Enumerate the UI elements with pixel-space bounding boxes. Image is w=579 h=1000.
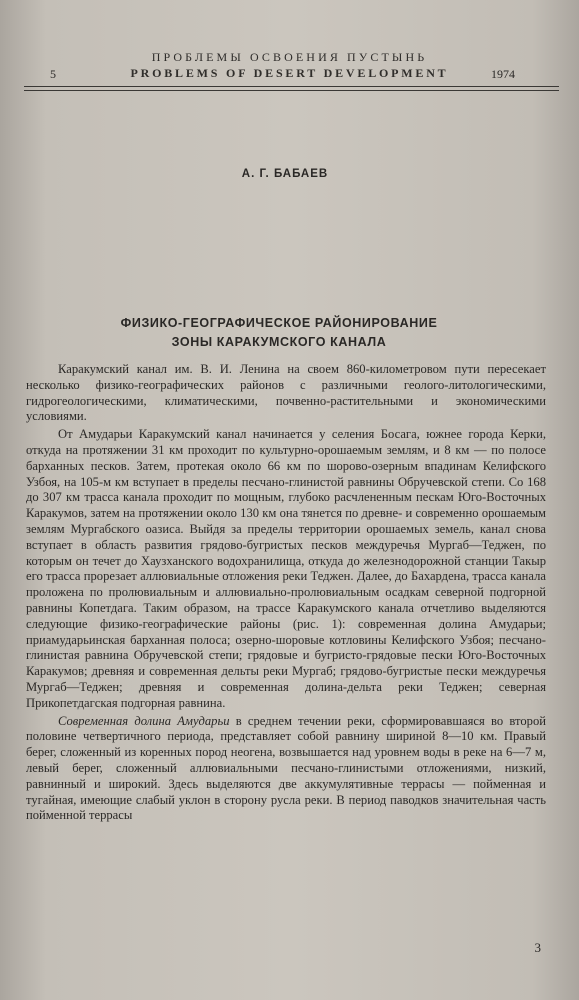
header-rule-bottom — [24, 90, 559, 91]
paragraph-3 — [26, 714, 546, 825]
paragraph-3-lead: Современная долина Амударьи — [58, 713, 230, 728]
paragraph-1: Каракумский канал им. В. И. Ленина на своем 860-километровом пути пересекает несколько физико-географических районов с различными геолого-литологическими, гидрогеологическими, климатическими, почвенно-растительными и экономическими условиями. — [26, 362, 546, 424]
publication-year: 1974 — [491, 67, 515, 81]
header-row — [0, 66, 579, 82]
article-author: А. Г. БАБАЕВ — [241, 168, 329, 180]
journal-title-ru: ПРОБЛЕМЫ ОСВОЕНИЯ ПУСТЫНЬ — [151, 50, 428, 64]
title-line-2: ЗОНЫ КАРАКУМСКОГО КАНАЛА — [171, 335, 387, 349]
paragraph-2: От Амударьи Каракумский канал начинается у селения Босага, южнее города Керки, откуда на протяжении 31 км проходит по культурно-орошаемым землям, и 8 км — по полосе барханных песков. Затем, протекая около 66 км по шорово-озерным впадинам Келифского Узбоя, на 105-м км вступает в пределы песчано-глинистой равнины Обручевской степи. Со 168 до 307 км трасса канала проходит по мощным, глубоко расчлененным пескам Юго-Восточных Каракумов, затем на протяжении около 130 км она тянется по древне- и современно орошаемым землям Мургабского оазиса. Выйдя за пределы территории орошаемых земель, канал снова вступает в область развития грядово-бугристых песков междуречья Мургаб—Теджен, по которым он течет до Хаузханского водохранилища, откуда до железнодорожной станции Такыр его трасса прорезает аллювиальные отложения реки Теджен. Далее, до Бахардена, трасса канала проложена по пролювиальным и аллювиально-пролювиальным осадкам северной подгорной равнины Копетдага. Таким образом, на трассе Каракумского канала отчетливо выделяются следующие физико-географические районы (рис. 1): современная долина Амударьи; приамударьинская барханная полоса; озерно-шоровые котловины Келифского Узбоя; песчано-глинистая равнина Обручевской степи; грядовые и бугристо-грядовые пески Юго-Восточных Каракумов; древняя и современная дельты реки Мургаб; грядово-бугристые пески междуречья Мургаб—Теджен; древняя и современная долина-дельта реки Теджен; северная Прикопетдагская подгорная равнина. — [26, 427, 546, 710]
header-rule-top — [24, 86, 559, 87]
paragraph-3-text: в среднем течении реки, сформировавшаяся во второй половине четвертичного периода, представляет собой равнину шириной 8—10 км. Правый берег, сложенный из коренных пород неогена, возвышается над уровнем воды в реке на 6—7 м, левый берег, сложенный аллювиальными песчано-глинистыми отложениями, низкий, равнинный и широкий. Здесь выделяются две аккумулятивные террасы — пойменная и тугайная, имеющие слабый уклон в сторону русла реки. В период паводков значительная часть пойменной террасы — [26, 713, 547, 823]
article-body — [26, 362, 546, 826]
article-title — [0, 314, 558, 352]
title-line-1: ФИЗИКО-ГЕОГРАФИЧЕСКОЕ РАЙОНИРОВАНИЕ — [120, 316, 438, 330]
page-number: 3 — [534, 940, 541, 955]
issue-number: 5 — [50, 67, 56, 81]
journal-title-en: PROBLEMS OF DESERT DEVELOPMENT — [130, 66, 449, 80]
